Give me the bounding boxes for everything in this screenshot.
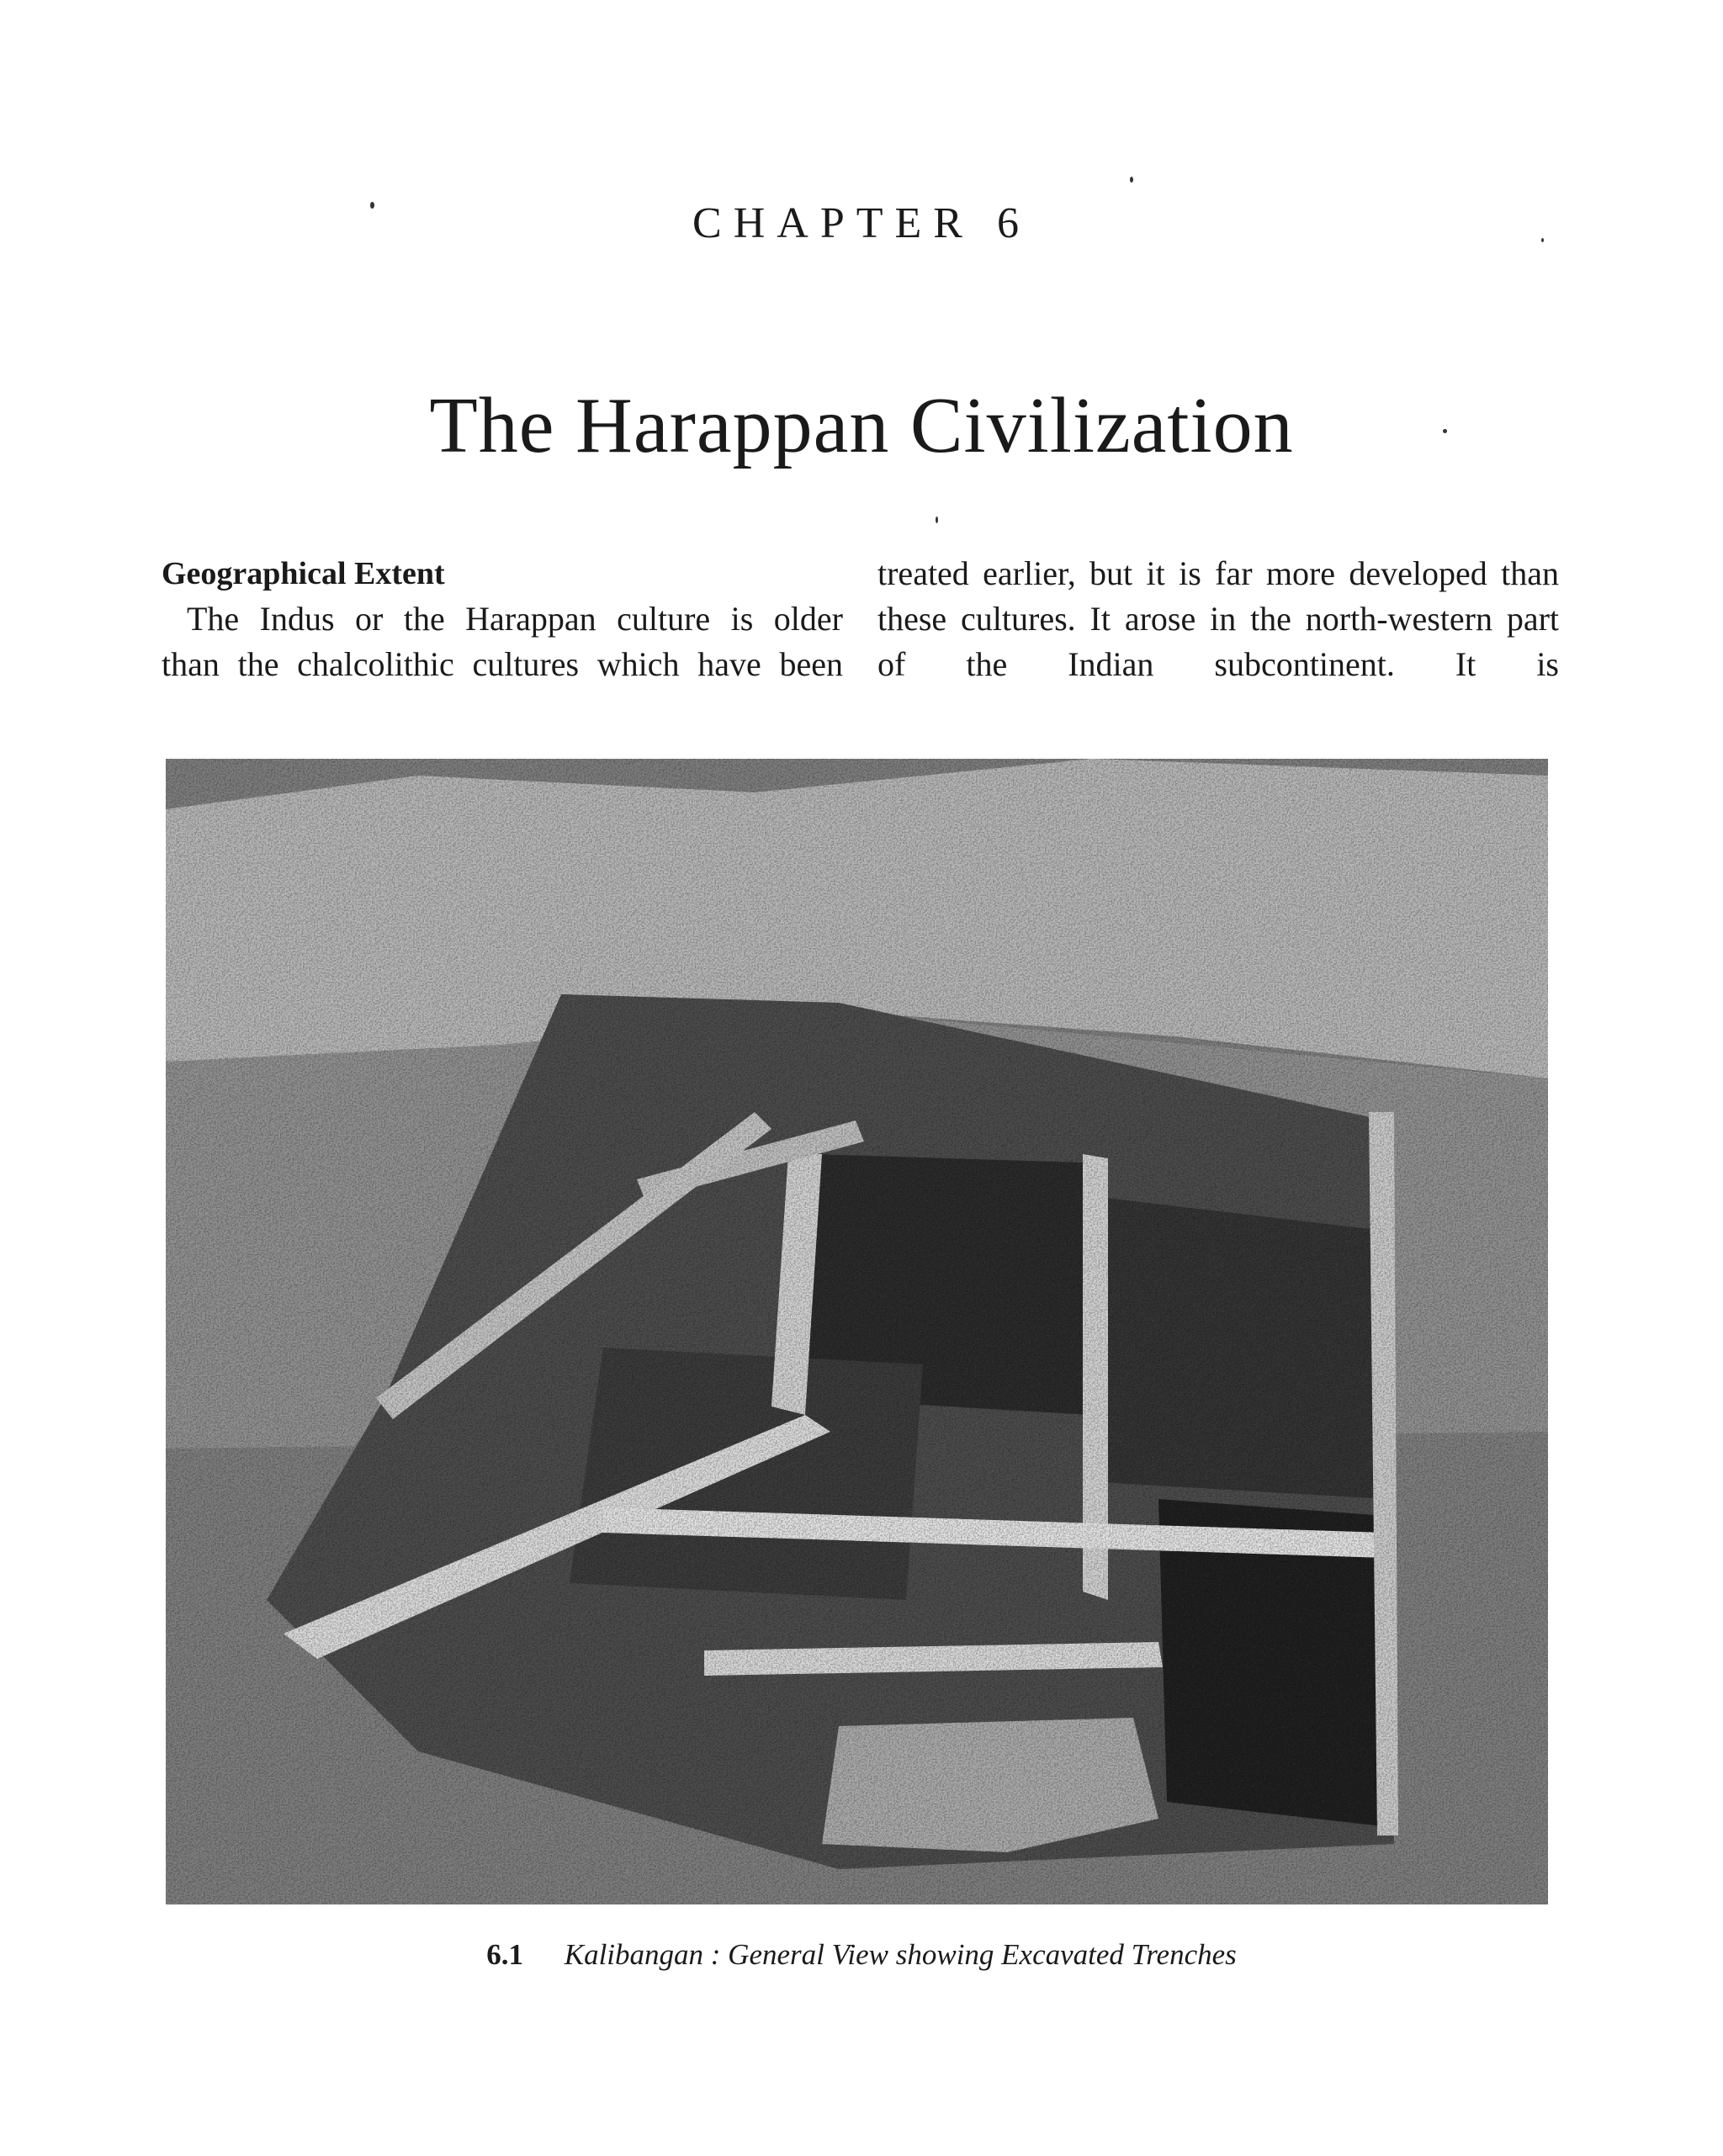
chapter-title: The Harappan Civilization [429, 382, 1294, 469]
left-column [162, 551, 843, 687]
figure-caption [0, 1938, 1723, 1972]
right-column-text: treated earlier, but it is far more developed than these cultures. It arose in the north-western part of the Indian subcontinent. It is [877, 554, 1559, 683]
scan-speck [370, 202, 374, 209]
figure-number: 6.1 [486, 1938, 523, 1971]
scan-speck [1130, 177, 1133, 183]
scan-speck [1443, 429, 1447, 433]
left-column-text: The Indus or the Harappan culture is older than the chalcolithic cultures which have been [162, 600, 843, 683]
chapter-label: CHAPTER 6 [692, 199, 1031, 247]
scan-speck [1541, 238, 1544, 242]
right-column [877, 551, 1559, 687]
excavation-photo [166, 759, 1548, 1904]
scan-speck [936, 516, 938, 523]
figure-caption-text: Kalibangan : General View showing Excavated Trenches [564, 1938, 1237, 1971]
section-heading: Geographical Extent [162, 556, 445, 591]
